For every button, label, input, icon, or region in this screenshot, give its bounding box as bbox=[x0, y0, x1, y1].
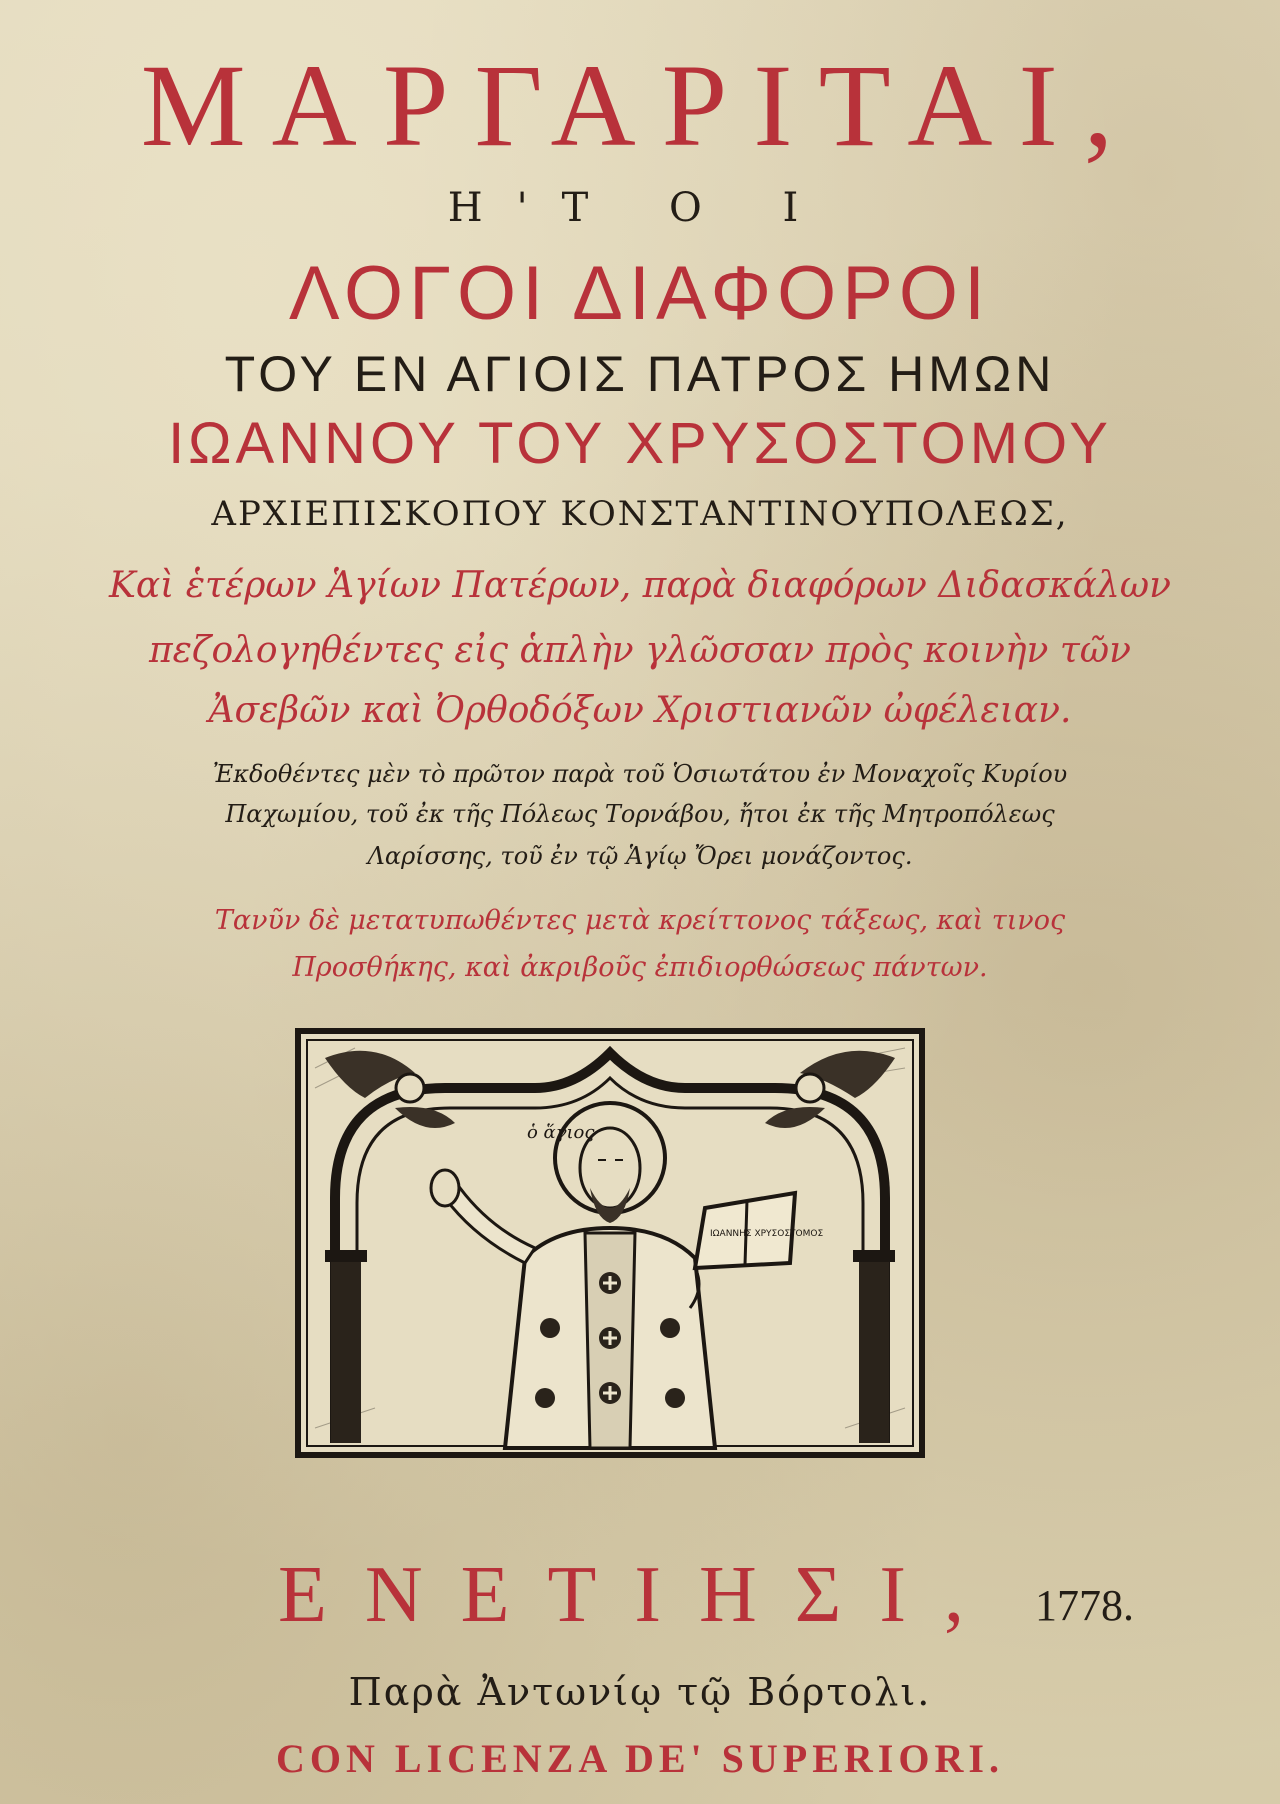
left-capital bbox=[325, 1250, 367, 1262]
author-line-1: ΤΟΥ ΕΝ ΑΓΙΟΙΣ ΠΑΤΡΟΣ ΗΜΩΝ bbox=[224, 346, 1056, 402]
right-capital bbox=[853, 1250, 895, 1262]
printer-name: Παρὰ Ἀντωνίῳ τῷ Βόρτολι. bbox=[348, 1670, 932, 1714]
right-column bbox=[859, 1258, 889, 1443]
author-title: ΑΡΧΙΕΠΙΣΚΟΠΟΥ ΚΟΝΣΤΑΝΤΙΝΟΥΠΟΛΕΩΣ, bbox=[211, 494, 1069, 534]
license-line: CON LICENZA DE' SUPERIORI. bbox=[276, 1736, 1004, 1781]
description-line-1: Καὶ ἑτέρων Ἁγίων Πατέρων, παρὰ διαφόρων Διδασκάλων bbox=[108, 565, 1172, 606]
conjunction-etoi: Η'Τ Ο Ι bbox=[447, 185, 833, 231]
description-line-2: πεζολογηθέντες εἰς ἁπλὴν γλῶσσαν πρὸς κοινὴν τῶν bbox=[148, 630, 1132, 671]
description-line-3: Ἀσεβῶν καὶ Ὀρθοδόξων Χριστιανῶν ὠφέλειαν. bbox=[208, 690, 1072, 731]
subtitle: ΛΟΓΟΙ ΔΙΑΦΟΡΟΙ bbox=[288, 251, 992, 336]
reprint-line-1: Τανῦν δὲ μετατυπωθέντες μετὰ κρείττονος τάξεως, καὶ τινος bbox=[214, 905, 1066, 936]
imprint-city: ΕΝΕΤΙΗΣΙ, bbox=[278, 1551, 1002, 1639]
left-column bbox=[331, 1258, 361, 1443]
edition-line-1: Ἐκδοθέντες μὲν τὸ πρῶτον παρὰ τοῦ Ὁσιωτάτου ἐν Μοναχοῖς Κυρίου bbox=[212, 760, 1068, 788]
blessing-hand bbox=[431, 1170, 459, 1206]
saint-woodcut-image bbox=[295, 1028, 925, 1458]
reprint-line-2: Προσθήκης, καὶ ἀκριβοῦς ἐπιδιορθώσεως πάντων. bbox=[292, 952, 988, 983]
book-text: ΙΩΑΝΝΗΣ ΧΡΥΣΟΣΤΟΜΟΣ bbox=[710, 1229, 824, 1239]
edition-line-2: Παχωμίου, τοῦ ἐκ τῆς Πόλεως Τορνάβου, ἤτοι ἐκ τῆς Μητροπόλεως bbox=[225, 800, 1055, 828]
imprint-year: 1778. bbox=[1035, 1581, 1134, 1630]
author-name: ΙΩΑΝΝΟΥ ΤΟΥ ΧΡΥΣΟΣΤΟΜΟΥ bbox=[168, 411, 1112, 476]
woodcut-inscription: ὁ ἅγιος bbox=[527, 1122, 595, 1143]
edition-line-3: Λαρίσσης, τοῦ ἐν τῷ Ἁγίῳ Ὄρει μονάζοντος. bbox=[367, 842, 913, 870]
book-title: ΜΑΡΓΑΡΙΤΑΙ, bbox=[140, 40, 1140, 171]
